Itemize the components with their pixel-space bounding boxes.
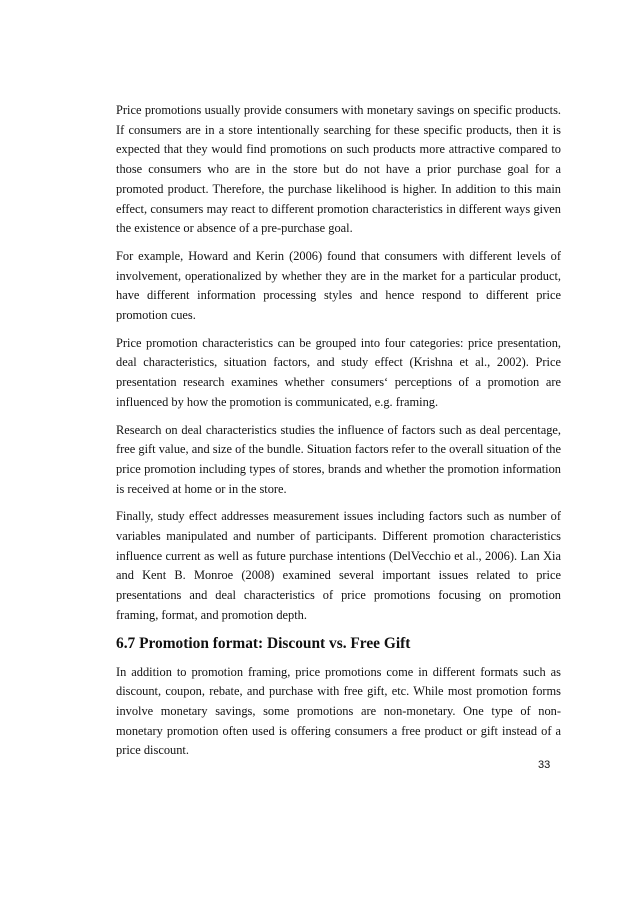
paragraph-price-promotions: Price promotions usually provide consumers with monetary savings on specific products. If consumers are in a store intentionally searching for these specific products, then it is expected that they would find promotions on such products more attractive compared to those consumers who are in the store but do not have a prior purchase goal for a promoted product. Therefore, the purchase likelihood is higher. In addition to this main effect, consumers may react to different promotion characteristics in different ways given the existence or absence of a pre-purchase goal. <box>116 103 561 236</box>
paragraph-promotion-format: In addition to promotion framing, price promotions come in different formats such as discount, coupon, rebate, and purchase with free gift, etc. While most promotion forms involve monetary savings, some promotions are non-monetary. One type of non-monetary promotion often used is offering consumers a free product or gift instead of a price discount. <box>116 664 561 758</box>
page-number: 33 <box>538 759 551 771</box>
paragraph-deal-characteristics: Research on deal characteristics studies the influence of factors such as deal percentage, free gift value, and size of the bundle. Situation factors refer to the overall situation of the price promotion including types of stores, brands and whether the promotion information is received at home or in the store. <box>116 422 561 496</box>
paragraph-promotion-characteristics: Price promotion characteristics can be grouped into four categories: price presentation, deal characteristics, situation factors, and study effect (Krishna et al., 2002). Price presentation research examines whether consumers‘ perceptions of a promotion are influenced by how the promotion is communicated, e.g. framing. <box>116 335 561 409</box>
paragraph-howard-kerin: For example, Howard and Kerin (2006) found that consumers with different levels of involvement, operationalized by whether they are in the market for a particular product, have different information processing styles and hence respond to different price promotion cues. <box>116 248 561 323</box>
page-body <box>116 101 561 769</box>
section-heading: 6.7 Promotion format: Discount vs. Free Gift <box>116 634 411 652</box>
paragraph-study-effect: Finally, study effect addresses measurement issues including factors such as number of variables manipulated and number of participants. Different promotion characteristics influence current as well as future purchase intentions (DelVecchio et al., 2006). Lan Xia and Kent B. Monroe (2008) examined several important issues related to price presentations and deal characteristics of price promotions focusing on promotion framing, format, and promotion depth. <box>116 509 561 622</box>
